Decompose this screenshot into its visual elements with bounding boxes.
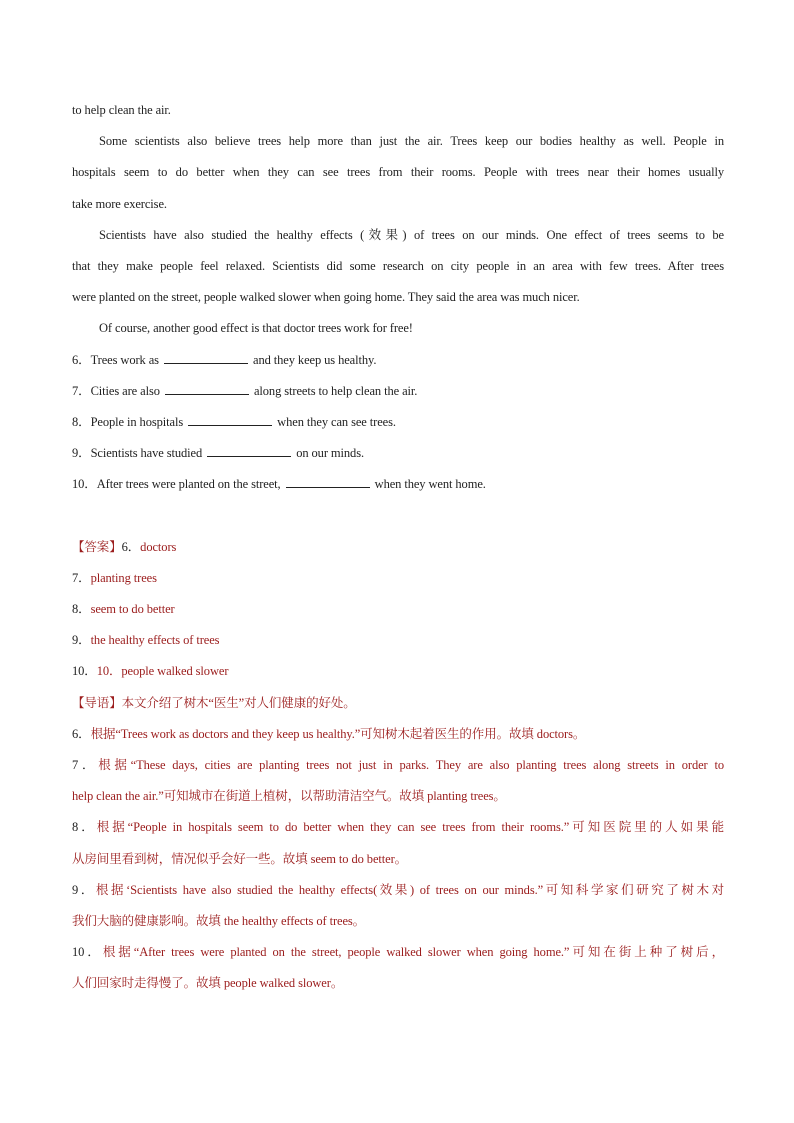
explanation-text: 根据“Trees work as doctors and they keep us healthy.”可知树木起着医生的作用。故填 doctors。 (90, 726, 586, 741)
answer-text: seem to do better (90, 602, 175, 616)
explanation-10-cont: 人们回家时走得慢了。故填 people walked slower。 (72, 976, 344, 991)
question-text-before: After trees were planted on the street, (96, 477, 281, 492)
answer-text: the healthy effects of trees (90, 633, 220, 648)
question-text-after: when they can see trees. (277, 414, 396, 429)
explanation-number: 8． (72, 820, 97, 835)
question-7 (72, 376, 724, 407)
question-number: 9． (72, 446, 91, 461)
explanation-7 (72, 750, 724, 781)
explanation-7-cont: help clean the air.”可知城市在街道上植树，以帮助清洁空气。故填 planting trees。 (72, 789, 506, 804)
explanation-number: 9． (72, 882, 96, 897)
explanation-number: 6． (72, 726, 91, 741)
passage-line: that they make people feel relaxed. Scientists did some research on city people in an area with few trees. After trees (72, 258, 724, 273)
question-number: 7． (72, 383, 91, 398)
explanation-9-cont: 我们大脑的健康影响。故填 the healthy effects of trees。 (72, 913, 366, 928)
answer-blank (188, 413, 272, 426)
spacer (72, 500, 724, 531)
explanation-8 (72, 812, 724, 843)
answer-number: 8． (72, 602, 91, 616)
answer-blank (164, 351, 248, 364)
answer-text: 10．people walked slower (96, 664, 229, 679)
question-text-after: along streets to help clean the air. (253, 383, 418, 398)
answer-number: 6． (121, 539, 141, 554)
passage-line: were planted on the street, people walked slower when going home. They said the area was much nicer. (72, 290, 580, 305)
answer-text: planting trees (90, 570, 157, 585)
answer-text: doctors (140, 539, 177, 554)
question-10 (72, 469, 724, 500)
passage-line: to help clean the air. (72, 103, 171, 117)
answer-item (72, 625, 724, 656)
answer-label: 【答案】 (72, 539, 122, 554)
question-text-before: Trees work as (90, 352, 159, 367)
answer-number: 10． (72, 664, 97, 679)
answer-item (72, 594, 724, 625)
explanation-6 (72, 719, 724, 750)
explanation-text: 根据“After trees were planted on the street, people walked slower when going home.”可知在街上种了树后， (102, 945, 724, 960)
answer-number: 7． (72, 570, 91, 585)
guide-label: 【导语】 (72, 695, 122, 710)
passage-line: Of course, another good effect is that doctor trees work for free! (99, 321, 413, 336)
question-text-before: Scientists have studied (90, 446, 203, 461)
question-text-after: and they keep us healthy. (253, 352, 377, 367)
question-text-before: Cities are also (90, 383, 160, 398)
question-number: 8． (72, 414, 91, 429)
document-page (72, 95, 724, 999)
question-text-after: when they went home. (374, 477, 486, 492)
explanation-text: 根据“These days, cities are planting trees not just in parks. They are also planting trees along streets in order to (98, 757, 724, 772)
explanation-8-cont: 从房间里看到树，情况似乎会好一些。故填 seem to do better。 (72, 851, 408, 866)
passage-line: hospitals seem to do better when they can see trees from their rooms. People with trees near their homes usually (72, 165, 724, 180)
passage-line: Scientists have also studied the healthy effects (效果) of trees on our minds. One effect of trees seems to be (99, 227, 724, 242)
question-text-after: on our minds. (296, 446, 365, 461)
answer-blank (207, 444, 291, 457)
passage-line: take more exercise. (72, 196, 167, 211)
question-number: 6． (72, 352, 91, 367)
question-6 (72, 345, 724, 376)
question-text-before: People in hospitals (90, 414, 184, 429)
answer-item (72, 532, 724, 563)
guide-text: 本文介绍了树木“医生”对人们健康的好处。 (121, 695, 356, 710)
explanation-text: 根据“People in hospitals seem to do better when they can see trees from their rooms.”可知医院里的人如果能 (96, 820, 724, 835)
question-number: 10． (72, 477, 97, 492)
answer-item (72, 656, 724, 687)
explanation-10 (72, 937, 724, 968)
guide (72, 688, 724, 719)
explanation-text: 根据‘Scientists have also studied the healthy effects(效果) of trees on our minds.”可知科学家们研究了树木对 (95, 882, 724, 897)
passage-line: Some scientists also believe trees help more than just the air. Trees keep our bodies healthy as well. People in (99, 134, 724, 149)
answer-blank (286, 475, 370, 488)
explanation-number: 10． (72, 945, 103, 960)
explanation-number: 7． (72, 757, 99, 772)
explanation-9 (72, 875, 724, 906)
answer-blank (165, 382, 249, 395)
answer-number: 9． (72, 633, 91, 648)
question-8 (72, 407, 724, 438)
question-9 (72, 438, 724, 469)
answer-item (72, 563, 724, 594)
